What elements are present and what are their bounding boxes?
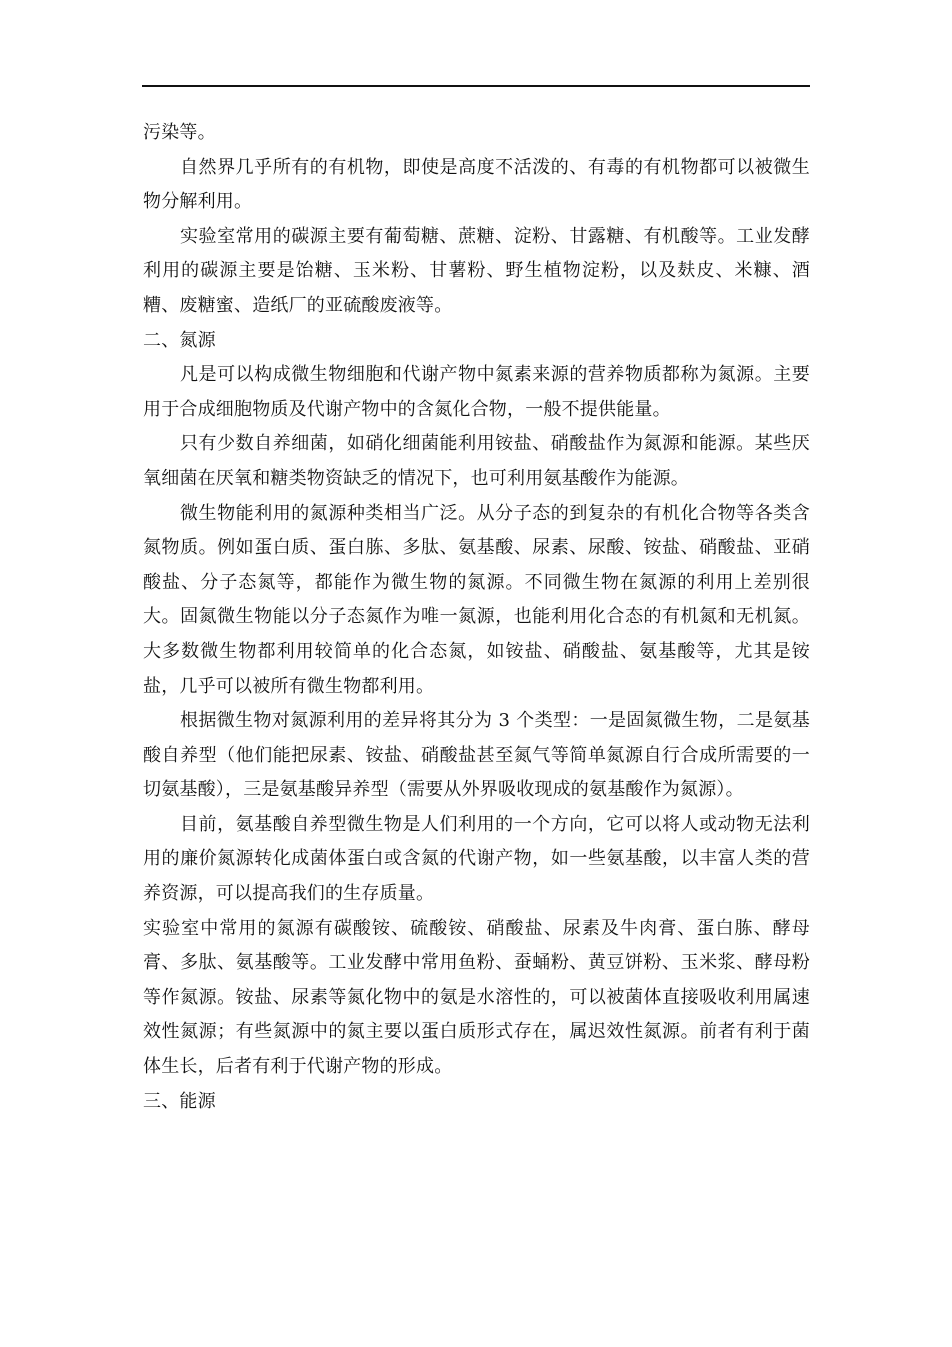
paragraph-nitrogen-definition: 凡是可以构成微生物细胞和代谢产物中氮素来源的营养物质都称为氮源。主要用于合成细胞物质及代谢产物中的含氮化合物，一般不提供能量。 [143, 364, 810, 420]
paragraph-nitrogen-variety: 微生物能利用的氮源种类相当广泛。从分子态的到复杂的有机化合物等各类含氮物质。例如蛋白质、蛋白胨、多肽、氨基酸、尿素、尿酸、铵盐、硝酸盐、亚硝酸盐、分子态氮等，都能作为微生物的氮源。不同微生物在氮源的利用上差别很大。固氮微生物能以分子态氮作为唯一氮源，也能利用化合态的有机氮和无机氮。大多数微生物都利用较简单的化合态氮，如铵盐、硝酸盐、氨基酸等，尤其是铵盐，几乎可以被所有微生物都利用。 [143, 502, 810, 697]
paragraph-organic-decomposition: 自然界几乎所有的有机物，即使是高度不活泼的、有毒的有机物都可以被微生物分解利用。 [143, 156, 810, 213]
document-body [143, 116, 810, 1119]
paragraph-continuation: 污染等。 [143, 122, 216, 143]
section-heading-nitrogen-source: 二、氮源 [143, 329, 216, 351]
paragraph-amino-acid-autotroph: 目前，氨基酸自养型微生物是人们利用的一个方向，它可以将人或动物无法利用的廉价氮源转化成菌体蛋白或含氮的代谢产物，如一些氨基酸，以丰富人类的营养资源，可以提高我们的生存质量。 [143, 813, 810, 905]
paragraph-nitrogen-types: 根据微生物对氮源利用的差异将其分为 3 个类型：一是固氮微生物，二是氨基酸自养型（他们能把尿素、铵盐、硝酸盐甚至氮气等简单氮源自行合成所需要的一切氨基酸），三是氨基酸异养型（需要从外界吸收现成的氨基酸作为氮源）。 [143, 710, 810, 801]
section-heading-energy-source: 三、能源 [143, 1090, 216, 1112]
header-rule [142, 85, 810, 87]
paragraph-autotrophic-bacteria: 只有少数自养细菌，如硝化细菌能利用铵盐、硝酸盐作为氮源和能源。某些厌氧细菌在厌氧和糖类物资缺乏的情况下，也可利用氨基酸作为能源。 [143, 433, 810, 489]
paragraph-lab-nitrogen-sources: 实验室中常用的氮源有碳酸铵、硫酸铵、硝酸盐、尿素及牛肉膏、蛋白胨、酵母膏、多肽、氨基酸等。工业发酵中常用鱼粉、蚕蛹粉、黄豆饼粉、玉米浆、酵母粉等作氮源。铵盐、尿素等氮化物中的氨是水溶性的，可以被菌体直接吸收利用属速效性氮源；有些氮源中的氮主要以蛋白质形式存在，属迟效性氮源。前者有利于菌体生长，后者有利于代谢产物的形成。 [143, 917, 810, 1078]
paragraph-carbon-sources: 实验室常用的碳源主要有葡萄糖、蔗糖、淀粉、甘露糖、有机酸等。工业发酵利用的碳源主要是饴糖、玉米粉、甘薯粉、野生植物淀粉，以及麸皮、米糠、酒糟、废糖蜜、造纸厂的亚硫酸废液等。 [143, 225, 810, 316]
